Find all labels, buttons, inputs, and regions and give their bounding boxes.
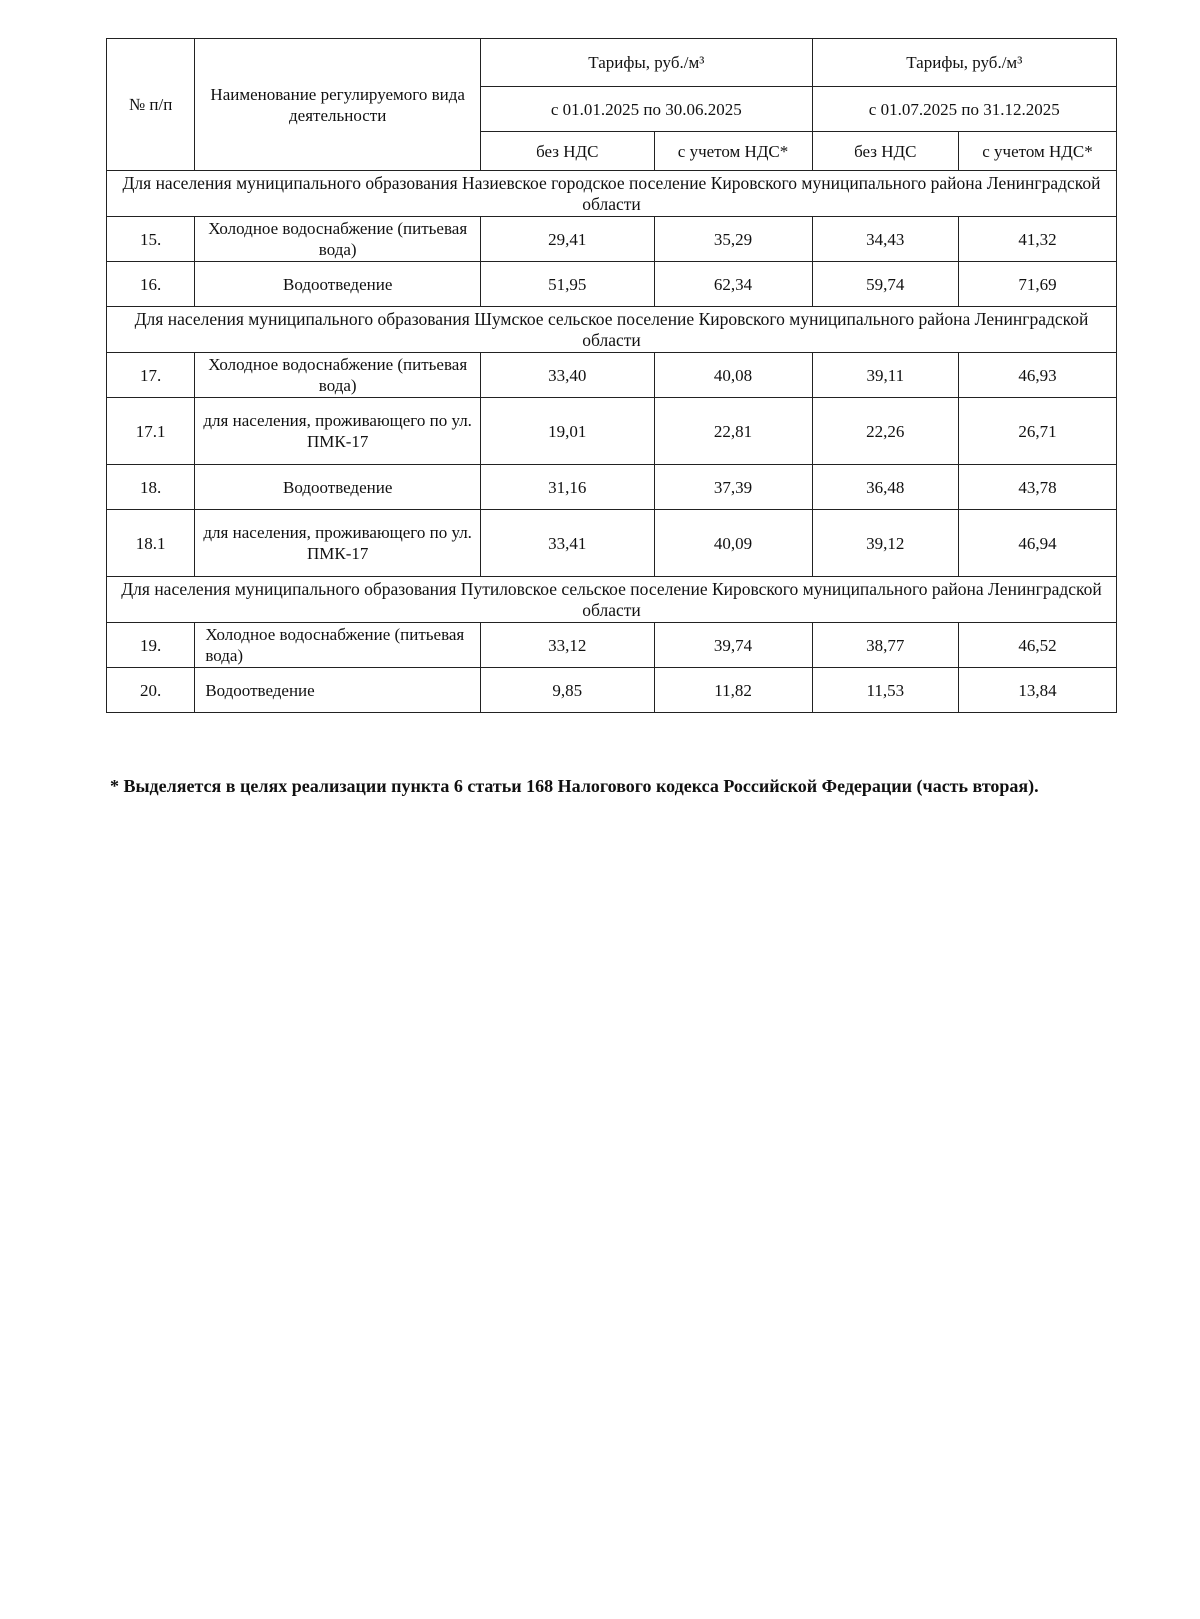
header-with-vat-1: с учетом НДС*	[654, 132, 812, 171]
tariff-value: 71,69	[959, 262, 1117, 307]
row-number: 17.	[107, 353, 195, 398]
row-activity-name: для населения, проживающего по ул. ПМК-17	[195, 398, 481, 465]
tariff-value: 46,93	[959, 353, 1117, 398]
row-activity-name: Водоотведение	[195, 465, 481, 510]
row-activity-name: для населения, проживающего по ул. ПМК-17	[195, 510, 481, 577]
tariff-value: 51,95	[481, 262, 655, 307]
tariff-value: 33,12	[481, 623, 655, 668]
table-row	[107, 353, 1117, 398]
tariff-value: 31,16	[481, 465, 655, 510]
table-row	[107, 465, 1117, 510]
tariff-value: 22,26	[812, 398, 959, 465]
tariff-value: 9,85	[481, 668, 655, 713]
tariff-value: 43,78	[959, 465, 1117, 510]
row-number: 18.1	[107, 510, 195, 577]
section-row	[107, 577, 1117, 623]
row-number: 20.	[107, 668, 195, 713]
row-activity-name: Холодное водоснабжение (питьевая вода)	[195, 623, 481, 668]
header-without-vat-1: без НДС	[481, 132, 655, 171]
tariff-value: 26,71	[959, 398, 1117, 465]
footnote: * Выделяется в целях реализации пункта 6 статьи 168 Налогового кодекса Российской Федерации (часть вторая).	[110, 776, 1039, 796]
header-tariff-title-2: Тарифы, руб./м³	[812, 39, 1116, 87]
tariff-value: 37,39	[654, 465, 812, 510]
tariff-value: 46,52	[959, 623, 1117, 668]
table-row	[107, 398, 1117, 465]
row-activity-name: Водоотведение	[195, 668, 481, 713]
tariff-value: 39,74	[654, 623, 812, 668]
header-period-1: с 01.01.2025 по 30.06.2025	[481, 87, 812, 132]
header-period-2: с 01.07.2025 по 31.12.2025	[812, 87, 1116, 132]
section-row	[107, 171, 1117, 217]
row-number: 18.	[107, 465, 195, 510]
tariff-value: 40,09	[654, 510, 812, 577]
tariff-value: 40,08	[654, 353, 812, 398]
tariff-value: 46,94	[959, 510, 1117, 577]
tariff-value: 29,41	[481, 217, 655, 262]
table-row	[107, 623, 1117, 668]
tariff-value: 39,11	[812, 353, 959, 398]
tariff-value: 59,74	[812, 262, 959, 307]
table-row	[107, 217, 1117, 262]
section-title: Для населения муниципального образования Путиловское сельское поселение Кировского муниципального района Ленинградской области	[107, 577, 1117, 623]
tariff-value: 41,32	[959, 217, 1117, 262]
tariff-value: 38,77	[812, 623, 959, 668]
table-row	[107, 668, 1117, 713]
tariff-value: 39,12	[812, 510, 959, 577]
header-number: № п/п	[107, 39, 195, 171]
tariff-value: 22,81	[654, 398, 812, 465]
tariff-value: 35,29	[654, 217, 812, 262]
tariff-value: 34,43	[812, 217, 959, 262]
row-activity-name: Холодное водоснабжение (питьевая вода)	[195, 353, 481, 398]
table-row	[107, 262, 1117, 307]
section-title: Для населения муниципального образования Назиевское городское поселение Кировского муниципального района Ленинградской области	[107, 171, 1117, 217]
tariff-value: 62,34	[654, 262, 812, 307]
header-without-vat-2: без НДС	[812, 132, 959, 171]
table-row	[107, 510, 1117, 577]
header-with-vat-2: с учетом НДС*	[959, 132, 1117, 171]
tariff-value: 33,41	[481, 510, 655, 577]
row-number: 17.1	[107, 398, 195, 465]
row-number: 16.	[107, 262, 195, 307]
tariff-value: 13,84	[959, 668, 1117, 713]
tariff-value: 33,40	[481, 353, 655, 398]
tariff-table	[106, 38, 1117, 713]
row-number: 15.	[107, 217, 195, 262]
tariff-value: 19,01	[481, 398, 655, 465]
row-activity-name: Водоотведение	[195, 262, 481, 307]
section-title: Для населения муниципального образования Шумское сельское поселение Кировского муниципального района Ленинградской области	[107, 307, 1117, 353]
header-tariff-title-1: Тарифы, руб./м³	[481, 39, 812, 87]
tariff-value: 11,53	[812, 668, 959, 713]
header-activity-name: Наименование регулируемого вида деятельности	[195, 39, 481, 171]
tariff-value: 11,82	[654, 668, 812, 713]
section-row	[107, 307, 1117, 353]
tariff-value: 36,48	[812, 465, 959, 510]
row-number: 19.	[107, 623, 195, 668]
row-activity-name: Холодное водоснабжение (питьевая вода)	[195, 217, 481, 262]
